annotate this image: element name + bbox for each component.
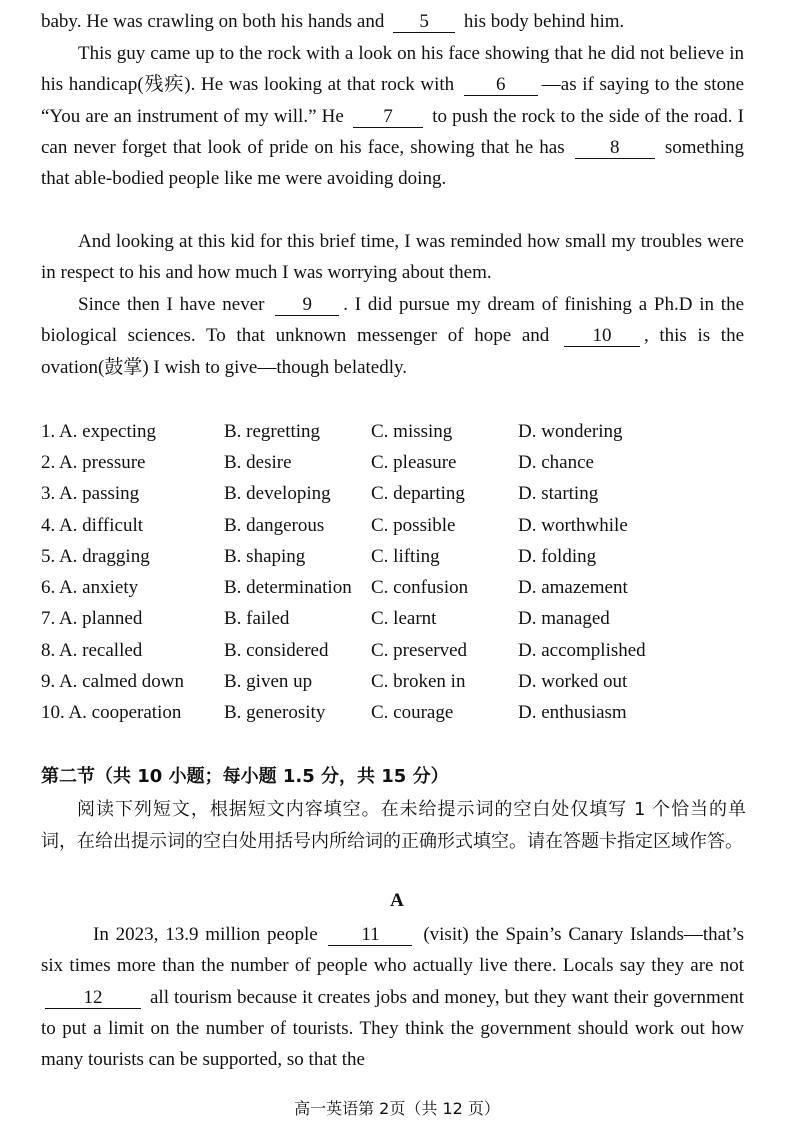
option-c[interactable]: C. lifting (371, 545, 440, 567)
paragraph-4 (41, 289, 744, 383)
text: his body behind him. (463, 11, 625, 32)
option-a[interactable]: 8. A. recalled (41, 639, 143, 661)
option-c[interactable]: C. missing (371, 420, 453, 442)
text: This guy came up to the rock with a look on his face showing that he did not believe in his handicap(残疾). He was looking at that rock with (41, 43, 744, 96)
text: Since then I have never (78, 294, 265, 315)
text: . I did pursue my dream of finishing a Ph.D in the biological sciences. To that unknown messenger of hope and (41, 294, 745, 347)
option-row (41, 541, 761, 572)
option-a[interactable]: 4. A. difficult (41, 514, 144, 536)
option-c[interactable]: C. possible (371, 514, 456, 536)
option-b[interactable]: B. considered (224, 639, 329, 661)
option-d[interactable]: D. chance (518, 451, 594, 473)
option-row (41, 479, 761, 510)
option-c[interactable]: C. pleasure (371, 451, 457, 473)
option-b[interactable]: B. regretting (224, 420, 321, 442)
option-d[interactable]: D. amazement (518, 577, 628, 599)
section-title: 第二节（共 10 小题；每小题 1.5 分，共 15 分） (41, 766, 449, 787)
option-d[interactable]: D. enthusiasm (518, 702, 627, 724)
option-d[interactable]: D. folding (518, 545, 597, 567)
option-c[interactable]: C. broken in (371, 671, 466, 693)
text: In 2023, 13.9 million people (93, 924, 318, 945)
option-row (41, 635, 761, 666)
option-b[interactable]: B. generosity (224, 702, 326, 724)
option-row (41, 698, 761, 729)
option-a[interactable]: 2. A. pressure (41, 451, 146, 473)
option-b[interactable]: B. shaping (224, 545, 306, 567)
option-a[interactable]: 5. A. dragging (41, 545, 150, 567)
option-row (41, 416, 761, 447)
option-a[interactable]: 9. A. calmed down (41, 671, 185, 693)
option-row (41, 604, 761, 635)
option-b[interactable]: B. given up (224, 671, 313, 693)
option-row (41, 447, 761, 478)
text: —as if saying to the stone “You are an instrument of my will.” He (41, 74, 745, 127)
text: to push the rock to the side of the road. I can never forget that look of pride on his face, showing that he has (41, 105, 744, 158)
option-b[interactable]: B. determination (224, 577, 352, 599)
option-c[interactable]: C. preserved (371, 639, 468, 661)
passage-label: A (390, 890, 404, 911)
blank-8[interactable]: 8 (575, 138, 655, 159)
passage-a-text (41, 919, 744, 1075)
text: baby. He was crawling on both his hands and (41, 11, 385, 32)
blank-6[interactable]: 6 (464, 75, 538, 96)
paragraph-1 (41, 6, 744, 37)
option-a[interactable]: 3. A. passing (41, 483, 140, 505)
text: all tourism because it creates jobs and money, but they want their government to put a limit on the number of tourists. They think the government should work out how many tourists can be supported, so that the (41, 986, 745, 1071)
blank-9[interactable]: 9 (275, 295, 339, 316)
option-c[interactable]: C. departing (371, 483, 465, 505)
option-d[interactable]: D. worthwhile (518, 514, 628, 536)
option-b[interactable]: B. developing (224, 483, 331, 505)
option-d[interactable]: D. starting (518, 483, 599, 505)
option-row (41, 572, 761, 603)
option-d[interactable]: D. managed (518, 608, 610, 630)
blank-12[interactable]: 12 (45, 988, 141, 1009)
text: something that able-bodied people like me were avoiding doing. (41, 136, 744, 190)
text: (visit) the Spain’s Canary Islands—that’s six times more than the number of people who actually live there. Locals say they are not (41, 924, 745, 977)
option-b[interactable]: B. desire (224, 451, 292, 473)
section-instructions: 阅读下列短文，根据短文内容填空。在未给提示词的空白处仅填写 1 个恰当的单词，在给出提示词的空白处用括号内所给词的正确形式填空。请在答题卡指定区域作答。 (41, 799, 746, 852)
blank-5[interactable]: 5 (393, 12, 455, 33)
paragraph-2 (41, 38, 744, 194)
page-footer: 高一英语第 2页（共 12 页） (294, 1099, 500, 1118)
text: , this is the ovation(鼓掌) I wish to give—though belatedly. (41, 325, 744, 378)
option-row (41, 510, 761, 541)
option-d[interactable]: D. accomplished (518, 639, 646, 661)
paragraph-3: And looking at this kid for this brief time, I was reminded how small my troubles were in respect to his and how much I was worrying about them. (41, 231, 744, 284)
option-a[interactable]: 6. A. anxiety (41, 577, 139, 599)
option-a[interactable]: 7. A. planned (41, 608, 143, 630)
blank-7[interactable]: 7 (353, 107, 423, 128)
option-a[interactable]: 1. A. expecting (41, 420, 157, 442)
option-a[interactable]: 10. A. cooperation (41, 702, 182, 724)
option-c[interactable]: C. confusion (371, 577, 469, 599)
option-c[interactable]: C. courage (371, 702, 454, 724)
options-list (41, 416, 761, 729)
option-d[interactable]: D. worked out (518, 671, 628, 693)
option-c[interactable]: C. learnt (371, 608, 437, 630)
blank-10[interactable]: 10 (564, 326, 640, 347)
blank-11[interactable]: 11 (328, 925, 412, 946)
option-b[interactable]: B. dangerous (224, 514, 325, 536)
option-row (41, 666, 761, 697)
option-b[interactable]: B. failed (224, 608, 290, 630)
option-d[interactable]: D. wondering (518, 420, 623, 442)
